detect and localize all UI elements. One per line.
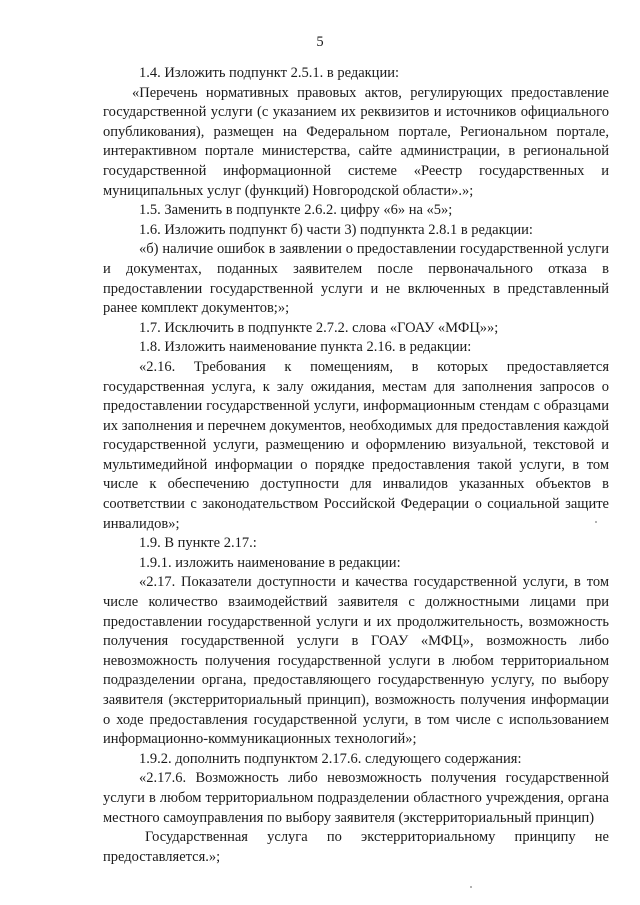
paragraph-closing: Государственная услуга по экстерриториальному принципу не предоставляется.»; [103,829,609,865]
document-body [103,64,609,867]
paragraph-1-8: 1.8. Изложить наименование пункта 2.16. в редакции: [139,339,472,356]
paragraph-1-6: 1.6. Изложить подпункт б) части 3) подпункта 2.8.1 в редакции: [139,221,533,238]
paragraph-1-9-1: 1.9.1. изложить наименование в редакции: [139,554,401,571]
page-number: 5 [316,34,324,50]
paragraph-1-6-quote: «б) наличие ошибок в заявлении о предоставлении государственной услуги и документах, поданных заявителем после первоначального отказа в предоставлении государственной услуги и не включенных в представленный ранее комплект документов;»; [103,241,609,317]
paragraph-1-8-quote: «2.16. Требования к помещениям, в которых предоставляется государственная услуга, к залу ожидания, местам для заполнения запросов о предоставлении государственной услуги, информационным стендам с образцами их заполнения и перечнем документов, необходимых для предоставления каждой государственной услуги, размещению и оформлению визуальной, текстовой и мультимедийной информации о порядке предоставления такой услуги, в том числе к обеспечению доступности для инвалидов указанных объектов в соответствии с законодательством Российской Федерации о социальной защите инвалидов»; [103,358,609,532]
paragraph-1-5: 1.5. Заменить в подпункте 2.6.2. цифру «6» на «5»; [139,202,453,219]
scan-speck [595,521,597,523]
scan-speck [470,886,472,888]
paragraph-1-9: 1.9. В пункте 2.17.: [139,535,257,552]
paragraph-1-9-1-quote: «2.17. Показатели доступности и качества государственной услуги, в том числе количество взаимодействий заявителя с должностными лицами при предоставлении государственной услуги и их продолжительность, возможность получения государственной услуги в ГОАУ «МФЦ», возможность либо невозможность получения государственной услуги в любом территориальном подразделении органа, предоставляющего государственную услугу, по выбору заявителя (экстерриториальный принцип), возможность получения информации о ходе предоставления государственной услуги, в том числе с использованием информационно-коммуникационных технологий»; [103,574,609,748]
paragraph-1-4: 1.4. Изложить подпункт 2.5.1. в редакции: [139,65,399,81]
paragraph-1-9-2: 1.9.2. дополнить подпунктом 2.17.6. следующего содержания: [139,750,522,767]
paragraph-1-4-quote: «Перечень нормативных правовых актов, регулирующих предоставление государственной услуги (с указанием их реквизитов и источников официального опубликования), размещен на Федеральном портале, Региональном портале, интерактивном портале министерства, сайте администрации, в региональной государственной информационной системе «Реестр государственных и муниципальных услуг (функций) Новгородской области».»; [103,84,609,199]
paragraph-1-7: 1.7. Исключить в подпункте 2.7.2. слова «ГОАУ «МФЦ»»; [139,319,499,336]
paragraph-1-9-2-quote: «2.17.6. Возможность либо невозможность получения государственной услуги в любом территориальном подразделении областного учреждения, органа местного самоуправления по выбору заявителя (экстерриториальный принцип) [103,770,609,826]
